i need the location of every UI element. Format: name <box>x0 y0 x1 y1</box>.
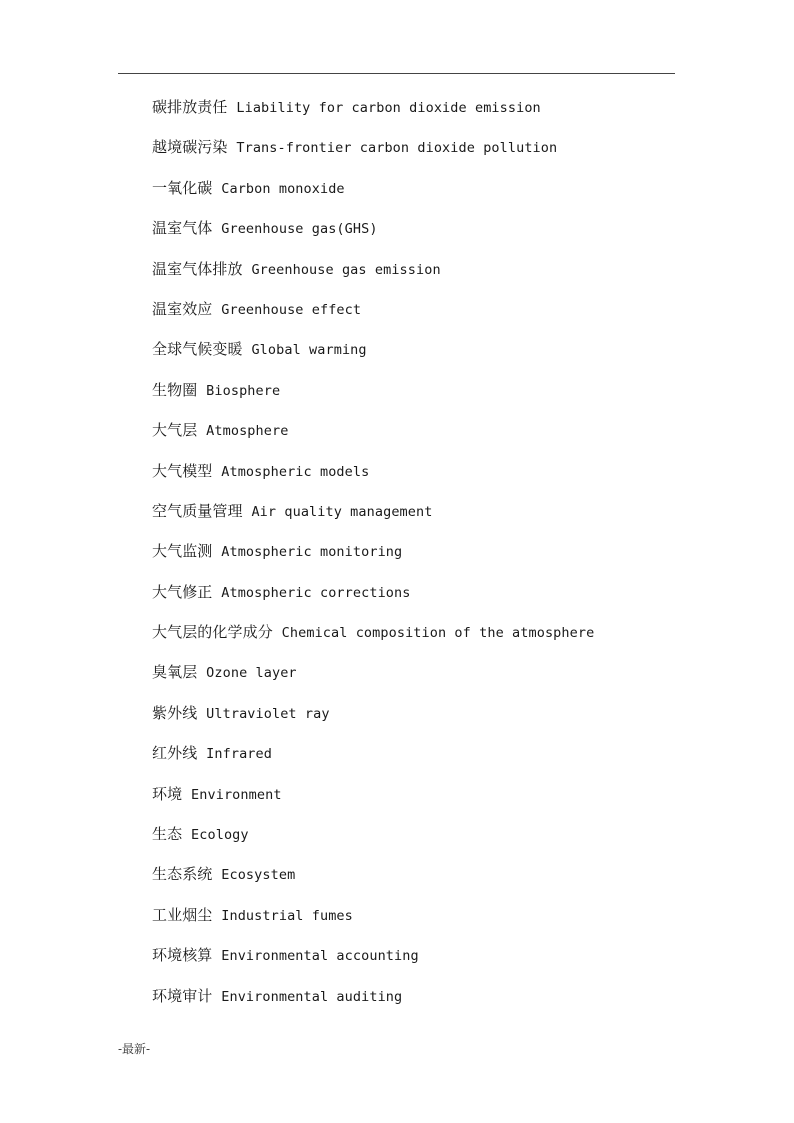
page-footer: -最新- <box>118 1042 151 1056</box>
term-chinese: 生物圈 <box>152 380 198 399</box>
glossary-entry <box>152 177 594 217</box>
term-english: Atmospheric models <box>221 463 370 480</box>
term-chinese: 大气层的化学成分 <box>152 623 273 642</box>
term-english: Atmospheric corrections <box>221 584 411 601</box>
term-chinese: 空气质量管理 <box>152 501 243 520</box>
term-chinese: 大气监测 <box>152 542 213 561</box>
term-english: Biosphere <box>206 382 281 399</box>
glossary-entry <box>152 419 594 459</box>
term-english: Ecosystem <box>221 867 296 884</box>
glossary-list <box>152 96 594 1025</box>
term-english: Environmental accounting <box>221 948 419 965</box>
glossary-entry <box>152 742 594 782</box>
glossary-entry <box>152 338 594 378</box>
term-english: Global warming <box>251 342 367 359</box>
term-english: Atmosphere <box>206 423 289 440</box>
glossary-entry <box>152 217 594 257</box>
header-rule <box>118 73 675 74</box>
term-english: Ecology <box>191 827 249 844</box>
glossary-entry <box>152 96 594 136</box>
term-english: Atmospheric monitoring <box>221 544 403 561</box>
glossary-entry <box>152 540 594 580</box>
term-chinese: 紫外线 <box>152 703 198 722</box>
term-chinese: 环境 <box>152 784 183 803</box>
term-english: Carbon monoxide <box>221 180 345 197</box>
term-english: Industrial fumes <box>221 907 353 924</box>
term-chinese: 工业烟尘 <box>152 905 213 924</box>
term-chinese: 生态系统 <box>152 865 213 884</box>
term-english: Infrared <box>206 746 272 763</box>
term-chinese: 生态 <box>152 825 183 844</box>
term-english: Greenhouse gas emission <box>251 261 441 278</box>
glossary-entry <box>152 581 594 621</box>
glossary-entry <box>152 621 594 661</box>
term-chinese: 臭氧层 <box>152 663 198 682</box>
glossary-entry <box>152 500 594 540</box>
glossary-entry <box>152 783 594 823</box>
glossary-entry <box>152 379 594 419</box>
glossary-entry <box>152 460 594 500</box>
term-chinese: 温室气体排放 <box>152 259 243 278</box>
glossary-entry <box>152 298 594 338</box>
term-english: Greenhouse gas(GHS) <box>221 221 378 238</box>
term-chinese: 环境审计 <box>152 986 213 1005</box>
term-english: Liability for carbon dioxide emission <box>236 100 541 116</box>
term-english: Chemical composition of the atmosphere <box>281 625 595 642</box>
term-chinese: 大气模型 <box>152 461 213 480</box>
term-chinese: 温室效应 <box>152 299 213 318</box>
term-chinese: 温室气体 <box>152 219 213 238</box>
term-english: Environmental auditing <box>221 988 403 1005</box>
term-chinese: 红外线 <box>152 744 198 763</box>
term-chinese: 环境核算 <box>152 946 213 965</box>
term-english: Ozone layer <box>206 665 297 682</box>
term-english: Ultraviolet ray <box>206 705 330 722</box>
term-english: Greenhouse effect <box>221 301 362 318</box>
glossary-entry <box>152 863 594 903</box>
term-chinese: 大气修正 <box>152 582 213 601</box>
term-english: Trans-frontier carbon dioxide pollution <box>236 140 558 157</box>
term-chinese: 全球气候变暖 <box>152 340 243 359</box>
term-chinese: 碳排放责任 <box>152 98 228 116</box>
glossary-entry <box>152 258 594 298</box>
term-english: Air quality management <box>251 503 433 520</box>
glossary-entry <box>152 985 594 1025</box>
glossary-entry <box>152 136 594 176</box>
term-english: Environment <box>191 786 282 803</box>
glossary-entry <box>152 904 594 944</box>
glossary-entry <box>152 661 594 701</box>
term-chinese: 大气层 <box>152 421 198 440</box>
glossary-entry <box>152 944 594 984</box>
term-chinese: 一氧化碳 <box>152 178 213 197</box>
glossary-entry <box>152 702 594 742</box>
term-chinese: 越境碳污染 <box>152 138 228 157</box>
glossary-entry <box>152 823 594 863</box>
